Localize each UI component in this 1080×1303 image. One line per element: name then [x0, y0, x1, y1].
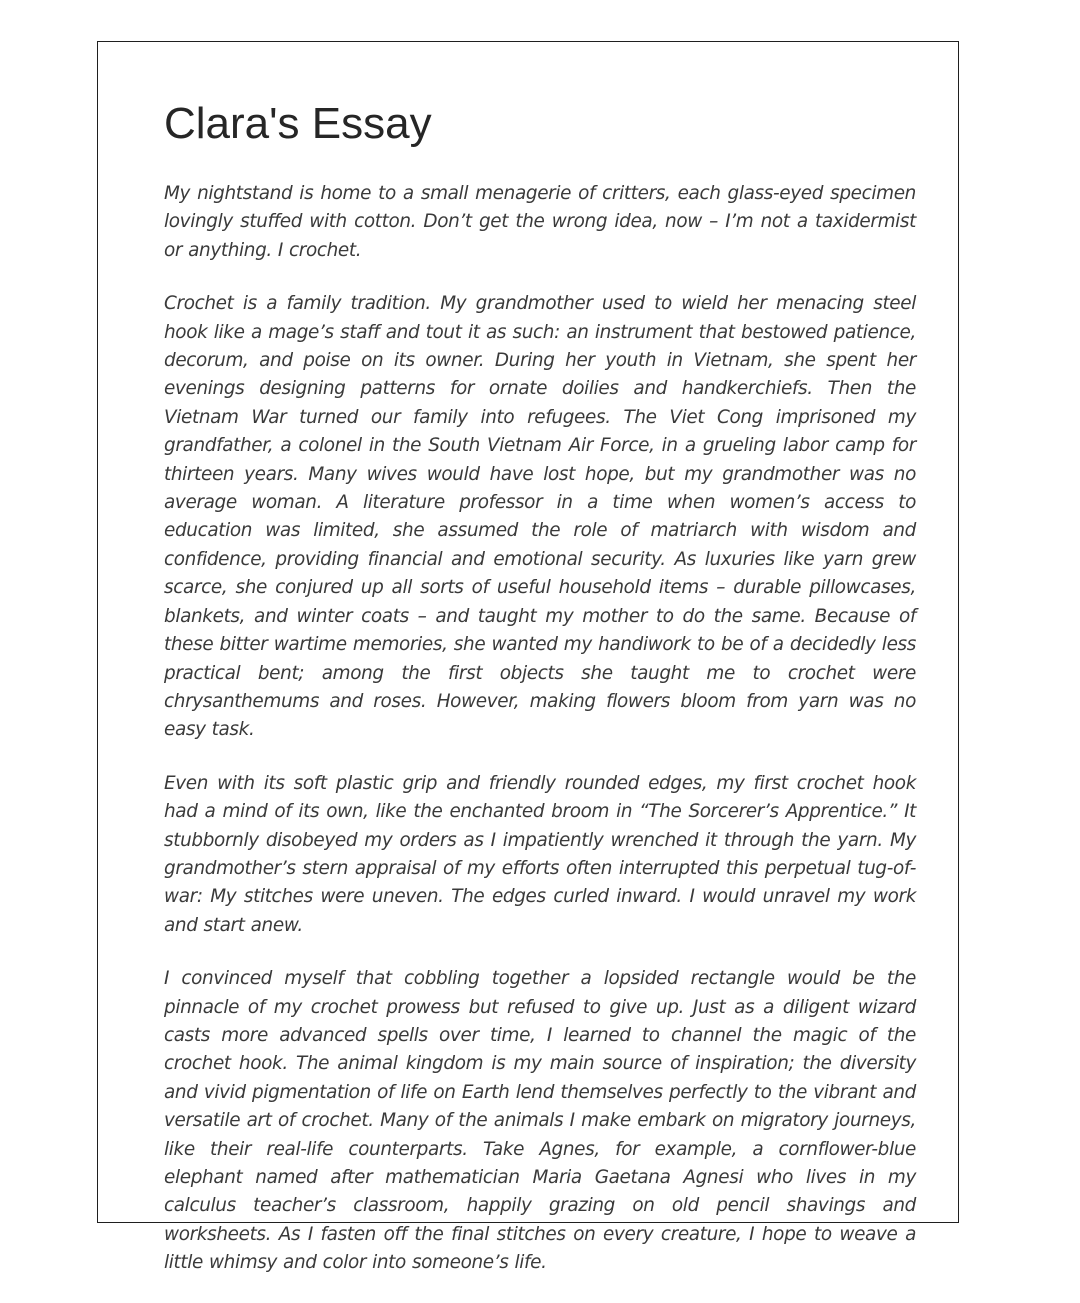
essay-paragraph-2: Crochet is a family tradition. My grandmother used to wield her menacing steel hook like a mage’s staff and tout it as such: an instrument that bestowed patience, decorum, and poise on its owner. During her youth in Vietnam, she spent her evenings designing patterns for ornate doilies and handkerchiefs. Then the Vietnam War turned our family into refugees. The Viet Cong imprisoned my grandfather, a colonel in the South Vietnam Air Force, in a grueling labor camp for thirteen years. Many wives would have lost hope, but my grandmother was no average woman. A literature professor in a time when women’s access to education was limited, she assumed the role of matriarch with wisdom and confidence, providing financial and emotional security. As luxuries like yarn grew scarce, she conjured up all sorts of useful household items – durable pillowcases, blankets, and winter coats – and taught my mother to do the same. Because of these bitter wartime memories, she wanted my handiwork to be of a decidedly less practical bent; among the first objects she taught me to crochet were chrysanthemums and roses. However, making flowers bloom from yarn was no easy task.	[164, 293, 916, 741]
essay-paragraph-3: Even with its soft plastic grip and friendly rounded edges, my first crochet hook had a mind of its own, like the enchanted broom in “The Sorcerer’s Apprentice.” It stubbornly disobeyed my orders as I impatiently wrenched it through the yarn. My grandmother’s stern appraisal of my efforts often interrupted this perpetual tug-of-war: My stitches were uneven. The edges curled inward. I would unravel my work and start anew.	[164, 772, 916, 936]
essay-body	[164, 180, 916, 1303]
essay-paragraph-1: My nightstand is home to a small menagerie of critters, each glass-eyed specimen lovingly stuffed with cotton. Don’t get the wrong idea, now – I’m not a taxidermist or anything. I crochet.	[164, 183, 916, 261]
page-title: Clara's Essay	[164, 99, 432, 148]
essay-paragraph-4: I convinced myself that cobbling together a lopsided rectangle would be the pinnacle of my crochet prowess but refused to give up. Just as a diligent wizard casts more advanced spells over time, I learned to channel the magic of the crochet hook. The animal kingdom is my main source of inspiration; the diversity and vivid pigmentation of life on Earth lend themselves perfectly to the vibrant and versatile art of crochet. Many of the animals I make embark on migratory journeys, like their real-life counterparts. Take Agnes, for example, a cornflower-blue elephant named after mathematician Maria Gaetana Agnesi who lives in my calculus teacher’s classroom, happily grazing on old pencil shavings and worksheets. As I fasten off the final stitches on every creature, I hope to weave a little whimsy and color into someone’s life.	[164, 968, 916, 1274]
document-page	[97, 41, 959, 1274]
